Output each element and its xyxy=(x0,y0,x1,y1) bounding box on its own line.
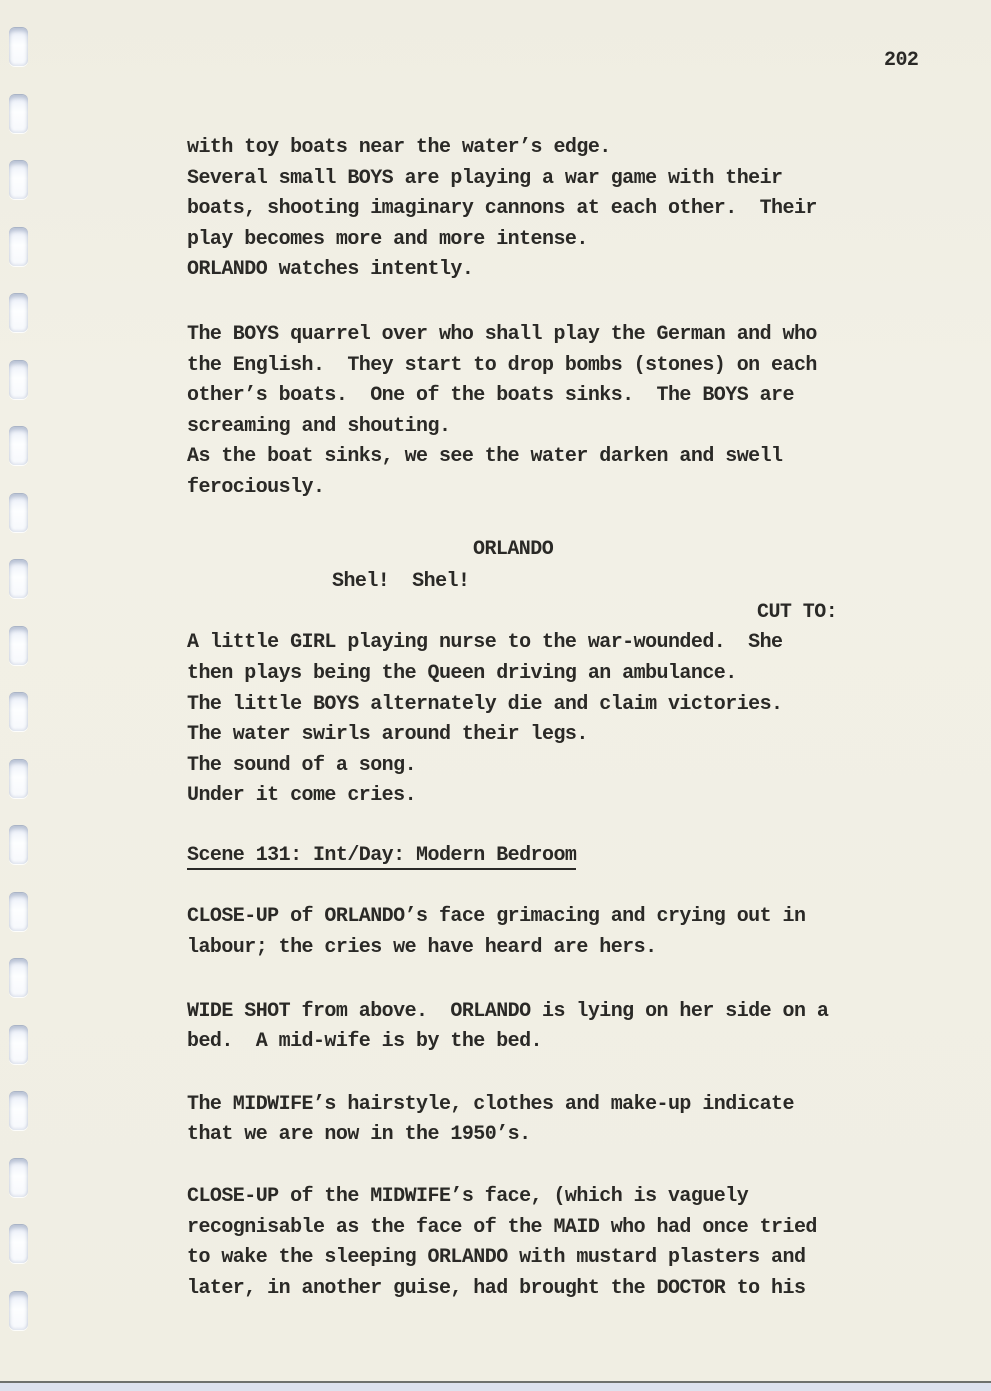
binding-hole xyxy=(9,227,28,266)
scene-heading xyxy=(187,841,957,872)
action-block xyxy=(187,133,957,286)
binding-hole xyxy=(9,559,28,598)
script-line: Shel! Shel! xyxy=(332,570,470,594)
script-line: ORLANDO xyxy=(473,537,554,561)
binding-hole xyxy=(9,426,28,465)
script-line: recognisable as the face of the MAID who had once tried xyxy=(187,1215,817,1239)
scene-heading-text: Scene 131: Int/Day: Modern Bedroom xyxy=(187,844,576,870)
script-line: A little GIRL playing nurse to the war-wounded. She xyxy=(187,631,783,655)
script-line: The MIDWIFE’s hairstyle, clothes and make-up indicate xyxy=(187,1092,794,1116)
script-line: ORLANDO watches intently. xyxy=(187,258,474,282)
character-cue xyxy=(187,535,957,566)
binding-hole xyxy=(9,493,28,532)
script-line: to wake the sleeping ORLANDO with mustard plasters and xyxy=(187,1246,806,1270)
script-line: The BOYS quarrel over who shall play the German and who xyxy=(187,322,817,346)
script-line: The sound of a song. xyxy=(187,753,417,777)
script-line: then plays being the Queen driving an ambulance. xyxy=(187,661,737,685)
script-line: WIDE SHOT from above. ORLANDO is lying on her side on a xyxy=(187,999,829,1023)
action-block xyxy=(187,628,957,812)
script-line: CUT TO: xyxy=(757,600,838,624)
script-line: Several small BOYS are playing a war game with their xyxy=(187,166,783,190)
page-number: 202 xyxy=(884,49,919,72)
binding-hole xyxy=(9,94,28,133)
script-text xyxy=(187,133,957,1304)
binding-hole xyxy=(9,825,28,864)
action-block xyxy=(187,997,957,1058)
script-line: CLOSE-UP of ORLANDO’s face grimacing and crying out in xyxy=(187,905,806,929)
script-line: the English. They start to drop bombs (stones) on each xyxy=(187,353,817,377)
script-line: screaming and shouting. xyxy=(187,414,451,438)
action-block xyxy=(187,1090,957,1151)
script-line: with toy boats near the water’s edge. xyxy=(187,136,611,159)
binding-hole xyxy=(9,759,28,798)
script-line: play becomes more and more intense. xyxy=(187,227,588,251)
script-line: bed. A mid-wife is by the bed. xyxy=(187,1030,543,1054)
binding-hole xyxy=(9,360,28,399)
scan-bottom-strip xyxy=(0,1383,991,1391)
action-block xyxy=(187,902,957,963)
script-line: CLOSE-UP of the MIDWIFE’s face, (which is vaguely xyxy=(187,1185,749,1209)
script-line: The little BOYS alternately die and claim victories. xyxy=(187,692,783,716)
transition-cue xyxy=(187,598,957,629)
action-block xyxy=(187,1182,957,1304)
script-line: later, in another guise, had brought the DOCTOR to his xyxy=(187,1276,806,1300)
binding-hole xyxy=(9,1091,28,1130)
dialogue-block xyxy=(187,567,957,598)
script-line xyxy=(187,841,957,872)
script-line: ferociously. xyxy=(187,475,325,499)
script-line: boats, shooting imaginary cannons at each other. Their xyxy=(187,197,817,221)
binding-hole xyxy=(9,160,28,199)
binding-hole xyxy=(9,27,28,66)
binding-hole xyxy=(9,692,28,731)
script-line: The water swirls around their legs. xyxy=(187,723,588,747)
binding-hole xyxy=(9,626,28,665)
binding-hole xyxy=(9,293,28,332)
script-line: As the boat sinks, we see the water darken and swell xyxy=(187,445,783,469)
script-line: labour; the cries we have heard are hers. xyxy=(187,936,657,960)
action-block xyxy=(187,320,957,504)
script-line: Under it come cries. xyxy=(187,784,417,808)
binding-hole xyxy=(9,1025,28,1064)
binding-hole xyxy=(9,1158,28,1197)
script-line: other’s boats. One of the boats sinks. The BOYS are xyxy=(187,384,794,408)
binding-hole xyxy=(9,892,28,931)
script-line: that we are now in the 1950’s. xyxy=(187,1123,531,1147)
binding-hole xyxy=(9,1291,28,1330)
binding-hole xyxy=(9,1224,28,1263)
binding-hole xyxy=(9,958,28,997)
